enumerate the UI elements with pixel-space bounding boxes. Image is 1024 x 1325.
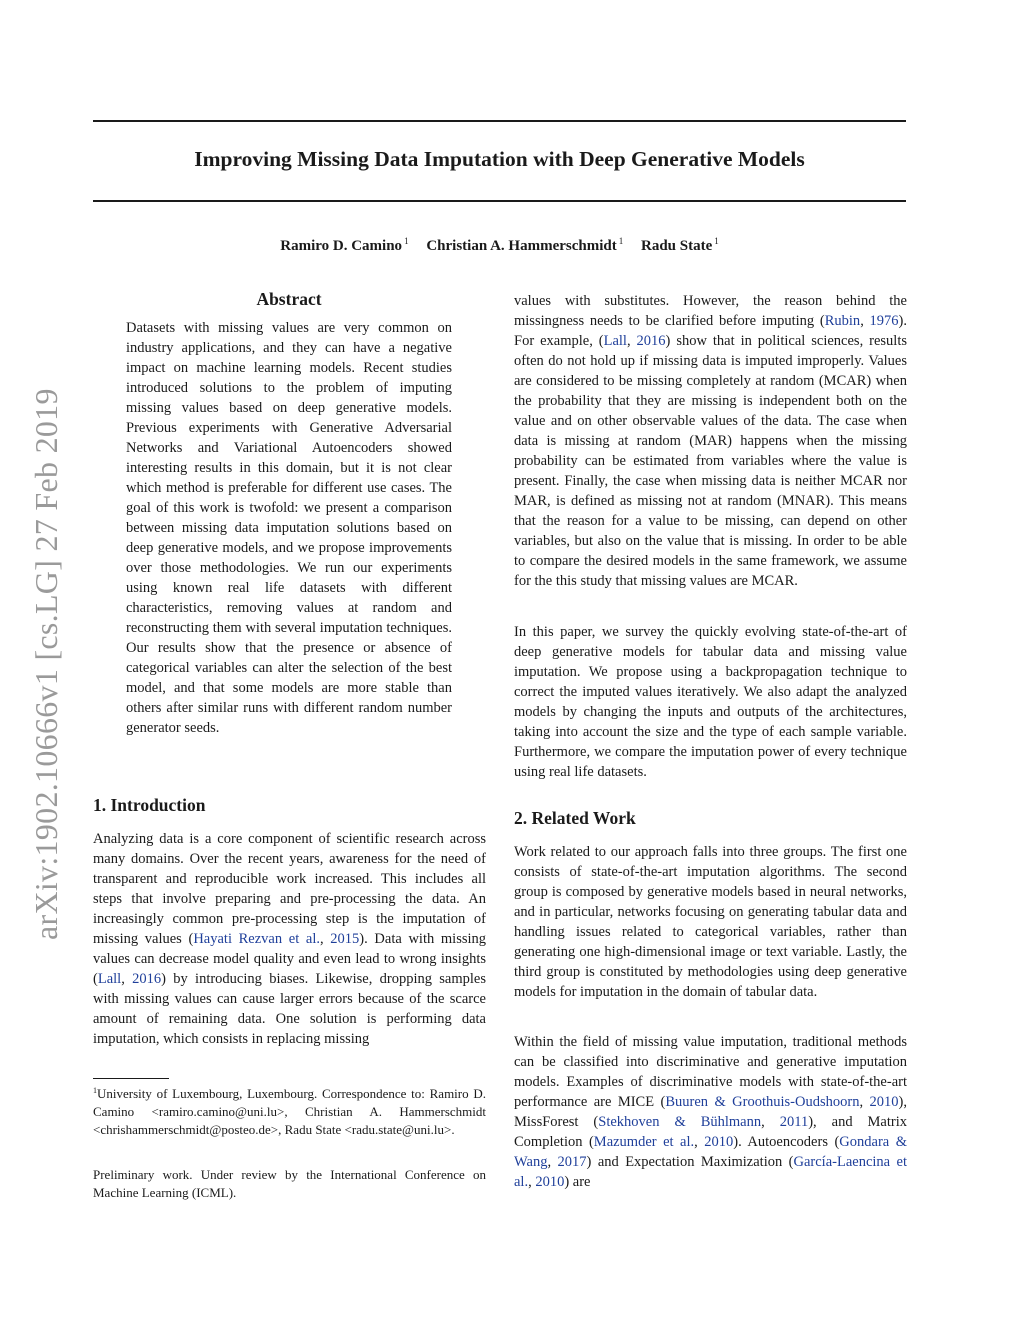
citation-link[interactable] xyxy=(870,313,899,329)
citation-year: 2015 xyxy=(330,931,360,947)
related-work-heading: 2. Related Work xyxy=(514,808,636,828)
citation-link[interactable] xyxy=(98,971,121,987)
citation-separator: , xyxy=(121,971,133,987)
citation-year: 2011 xyxy=(779,1114,809,1130)
citation-authors: Lall xyxy=(97,971,122,987)
citation-separator: , xyxy=(547,1154,558,1170)
abstract-heading: Abstract xyxy=(256,289,322,309)
affiliation-mark: 1 xyxy=(618,236,624,246)
affiliation-mark: 1 xyxy=(714,236,719,246)
citation-link[interactable] xyxy=(535,1174,564,1190)
citation-link[interactable] xyxy=(825,313,860,329)
citation-authors: Stekhoven & Bühlmann xyxy=(598,1114,762,1130)
body-text: ), and Matrix Completion ( xyxy=(514,1114,907,1150)
citation-separator: , xyxy=(859,1094,870,1110)
citation-link[interactable] xyxy=(193,931,320,947)
citation-year: 2016 xyxy=(132,971,162,987)
body-text: ). Autoencoders ( xyxy=(733,1134,840,1150)
citation-separator: , xyxy=(761,1114,780,1130)
title-bottom-rule xyxy=(93,200,906,202)
footnote-text: University of Luxembourg, Luxembourg. Correspondence to: Ramiro D. Camino <ramiro.camino@uni.lu>, Christian A. Hammerschmidt <chrishammerschmidt@posteo.de>, Radu State <radu.state@uni.lu>. xyxy=(93,1086,486,1137)
author-name: Radu State xyxy=(640,238,713,254)
citation-authors: Mazumder et al. xyxy=(593,1134,695,1150)
introduction-heading: 1. Introduction xyxy=(93,795,206,815)
affiliation-footnote xyxy=(93,1082,486,1139)
citation-link[interactable] xyxy=(604,333,627,349)
citation-year: 2010 xyxy=(535,1174,565,1190)
body-text: ), MissForest ( xyxy=(514,1094,907,1130)
citation-year: 2016 xyxy=(636,333,666,349)
citation-authors: Gondara & Wang xyxy=(514,1134,907,1170)
citation-year: 2010 xyxy=(704,1134,734,1150)
footnote-mark: 1 xyxy=(93,1086,97,1095)
body-text: ). For example, ( xyxy=(514,313,908,349)
citation-authors: Hayati Rezvan et al. xyxy=(193,931,320,947)
citation-link[interactable] xyxy=(665,1094,859,1110)
body-text: ) by introducing biases. Likewise, dropping samples with missing values can cause larger errors because of the scarce amount of remaining data. One solution is performing data imputation, which consists in replacing missing xyxy=(93,971,486,1047)
citation-link[interactable] xyxy=(780,1114,808,1130)
citation-link[interactable] xyxy=(870,1094,899,1110)
citation-authors: Rubin xyxy=(824,313,861,329)
citation-separator: , xyxy=(860,313,870,329)
citation-separator: , xyxy=(694,1134,705,1150)
citation-year: 2017 xyxy=(557,1154,587,1170)
citation-link[interactable] xyxy=(637,333,666,349)
body-text: Analyzing data is a core component of scientific research across many domains. Over the recent years, awareness for the need of transparent and reproducible work increased. This includes all steps that involve preparing and pre-processing the data. An increasingly common pre-processing step is the imputation of missing values ( xyxy=(93,831,486,947)
citation-year: 1976 xyxy=(869,313,899,329)
paper-title: Improving Missing Data Imputation with Deep Generative Models xyxy=(194,147,805,171)
citation-link[interactable] xyxy=(598,1114,761,1130)
author xyxy=(426,238,623,254)
citation-authors: García-Laencina et al. xyxy=(514,1154,908,1190)
citation-authors: Buuren & Groothuis-Oudshoorn xyxy=(665,1094,860,1110)
citation-link[interactable] xyxy=(558,1154,587,1170)
abstract-text: Datasets with missing values are very common on industry applications, and they can have a negative impact on machine learning models. Recent studies introduced solutions to the problem of imputing missing values based on deep generative models. Previous experiments with Generative Adversarial Networks and Variational Autoencoders showed interesting results in this domain, but it is not clear which method is preferable for different use cases. The goal of this work is twofold: we present a comparison between missing data imputation solutions based on deep generative models, and we propose improvements over those methodologies. We run our experiments using known real life datasets with different characteristics, removing values at random and reconstructing them with several imputation techniques. Our results show that the presence or absence of categorical variables can alter the selection of the best model, and that some models are more stable than others after similar runs with different random number generator seeds. xyxy=(126,320,452,736)
body-text: ) are xyxy=(564,1174,591,1190)
preliminary-note: Preliminary work. Under review by the International Conference on Machine Learning (ICML). xyxy=(93,1167,486,1200)
citation-link[interactable] xyxy=(594,1134,694,1150)
citation-separator: , xyxy=(320,931,331,947)
citation-year: 2010 xyxy=(869,1094,899,1110)
citation-link[interactable] xyxy=(132,971,161,987)
related-work-paragraph: Work related to our approach falls into three groups. The first one consists of state-of-the-art imputation algorithms. The second group is composed by generative models based in neural networks, and in particular, networks focusing on generating tabular data and handling issues related to categorical variables, rather than generating one high-dimensional image or text variable. Lastly, the third group is constituted by methodologies using deep generative models for imputation in the domain of tabular data. xyxy=(514,844,907,1000)
affiliation-mark: 1 xyxy=(404,236,409,246)
related-work-paragraph xyxy=(514,1032,907,1192)
citation-link[interactable] xyxy=(704,1134,733,1150)
author xyxy=(280,238,408,254)
arxiv-identifier-stamp: arXiv:1902.10666v1 [cs.LG] 27 Feb 2019 xyxy=(28,388,64,940)
body-text: values with substitutes. However, the reason behind the missingness needs to be clarified before imputing ( xyxy=(514,293,907,329)
body-text: Within the field of missing value imputation, traditional methods can be classified into discriminative and generative imputation models. Examples of discriminative models with state-of-the-art performance are MICE ( xyxy=(514,1034,907,1110)
citation-authors: Lall xyxy=(603,333,627,349)
author-name: Ramiro D. Camino xyxy=(280,238,403,254)
author xyxy=(641,238,719,254)
footnote-rule xyxy=(93,1078,169,1079)
introduction-paragraph xyxy=(93,829,486,1049)
citation-link[interactable] xyxy=(330,931,359,947)
citation-separator: , xyxy=(626,333,637,349)
body-text: ) show that in political sciences, results often do not hold up if missing data is imputed improperly. Values are considered to be missing completely at random (MCAR) when the probability that they are missing is independent both on the value and on other observable values of the data. The case when data is missing at random (MAR) happens when the missing probability can be estimated from variables where the value is present. Finally, the case when missing data is neither MCAR nor MAR, is defined as missing not at random (MNAR). This means that the reason for a value to be missing, can depend on other variables, but also on the value that is missing. In order to be able to compare the desired models in the same framework, we assume for the this study that missing values are MCAR. xyxy=(514,333,907,589)
body-text: ) and Expectation Maximization ( xyxy=(586,1154,794,1170)
citation-separator: , xyxy=(528,1174,536,1190)
missingness-paragraph xyxy=(514,291,907,591)
contribution-paragraph: In this paper, we survey the quickly evolving state-of-the-art of deep generative models for tabular data and missing value imputation. We propose using a backpropagation technique to correct the imputed values iteratively. We also adapt the analyzed models by changing the inputs and outputs of the architectures, taking into account the size and the type of each sample variable. Furthermore, we compare the imputation power of every technique using real life datasets. xyxy=(514,624,907,780)
title-top-rule xyxy=(93,120,906,122)
author-list xyxy=(93,236,906,255)
author-name: Christian A. Hammerschmidt xyxy=(426,238,617,254)
body-text: ). Data with missing values can decrease model quality and even lead to wrong insights ( xyxy=(93,931,487,987)
